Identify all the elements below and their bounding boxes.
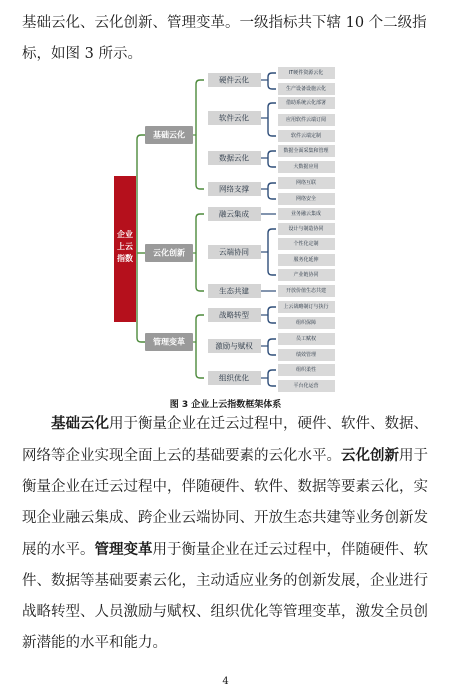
page-number: 4 [222, 676, 229, 687]
term-management-reform: 管理变革 [94, 541, 153, 558]
leaf-label: 生产设备设施云化 [285, 86, 327, 92]
level2-bracket [268, 307, 276, 323]
leaf-label: 产业链协同 [293, 272, 319, 278]
figure-caption: 图 3 企业上云指数框架体系 [169, 400, 282, 410]
level2-label: 组织优化 [219, 373, 249, 383]
leaf-label: 上云战略制订与执行 [283, 304, 329, 310]
level2-bracket [268, 151, 276, 167]
leaf-label: 数据全面采集和管理 [283, 148, 329, 154]
level1-label: 管理变革 [153, 337, 185, 347]
leaf-label: 个性化定制 [293, 241, 319, 247]
level2-label: 激励与赋权 [215, 341, 253, 351]
text-cloud-innovation: 用于衡量企业在迁云过程中，伴随硬件、软件、数据等要素云化，实现企业融云集成、跨企业云端协同、开放生态共建等业务创新发展的水平。 [22, 448, 428, 558]
level2-label: 软件云化 [219, 113, 249, 123]
level2-bracket [268, 73, 276, 89]
intro-line-1: 基础云化、云化创新、管理变革。一级指标共下辖 10 个二级指 [22, 15, 427, 31]
leaf-label: IT硬件资源云化 [288, 70, 324, 76]
leaf-label: 设计与制造协同 [288, 226, 324, 232]
leaf-label: 借助系统云化部署 [285, 100, 327, 106]
leaf-label: 业务融云集成 [290, 211, 322, 217]
level2-bracket [268, 370, 276, 386]
level2-label: 云端协同 [219, 247, 249, 257]
level1-bracket [196, 80, 204, 189]
root-label: 企业上云指数 [117, 230, 133, 263]
leaf-label: 绩效管理 [295, 352, 317, 358]
leaf-label: 员工赋权 [295, 336, 317, 342]
level2-bracket [268, 103, 276, 136]
level1-bracket [196, 214, 204, 291]
level2-bracket [268, 339, 276, 355]
root-bracket [137, 135, 145, 342]
level2-label: 硬件云化 [219, 75, 249, 85]
level1-label: 基础云化 [153, 130, 185, 140]
text-management-reform: 用于衡量企业在迁云过程中，伴随硬件、软件、数据等基础要素云化，主动适应业务的创新发展，企业进行战略转型、人员激励与赋权、组织优化等管理变革，激发全员创新潜能的水平和能力。 [22, 542, 428, 651]
level2-label: 数据云化 [219, 153, 249, 163]
level1-bracket [196, 315, 204, 378]
text-basic-cloud: 用于衡量企业在迁云过程中，硬件、软件、数据、网络等企业实现全面上云的基础要素的云化水平。 [22, 416, 428, 464]
leaf-label: 应用软件云端订阅 [285, 117, 327, 123]
level2-bracket [268, 229, 276, 275]
leaf-label: 网络安全 [295, 196, 317, 202]
intro-line-2: 标，如图 3 所示。 [22, 46, 142, 62]
leaf-label: 大数据应用 [293, 164, 319, 170]
term-basic-cloud: 基础云化 [51, 415, 109, 432]
body-paragraph [22, 408, 432, 659]
level1-label: 云化创新 [153, 248, 185, 258]
leaf-label: 组织保障 [295, 320, 317, 326]
leaf-label: 软件云端定制 [290, 133, 322, 139]
level2-label: 生态共建 [219, 286, 249, 296]
leaf-label: 服务化延伸 [293, 257, 319, 263]
leaf-label: 开放价值生态共建 [285, 288, 327, 294]
level2-label: 网络支撑 [219, 184, 249, 194]
leaf-label: 网络互联 [295, 180, 317, 186]
level2-bracket [268, 183, 276, 199]
level2-label: 融云集成 [219, 209, 249, 219]
leaf-label: 组织柔性 [295, 367, 317, 373]
leaf-label: 平台化运营 [293, 383, 319, 389]
term-cloud-innovation: 云化创新 [341, 447, 399, 464]
level2-label: 战略转型 [219, 310, 249, 320]
